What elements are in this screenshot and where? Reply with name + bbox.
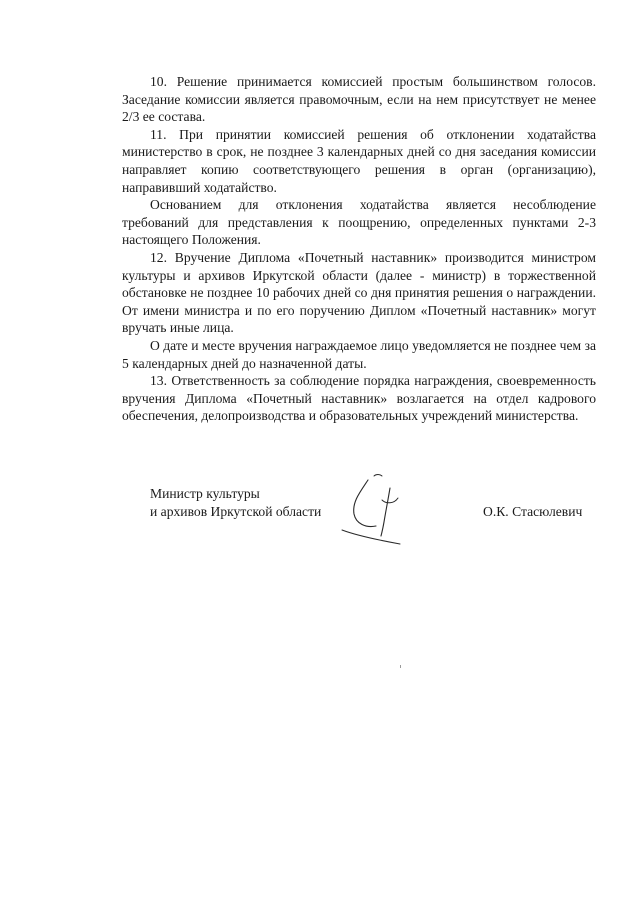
paragraph-award-date-notice: О дате и месте вручения награждаемое лицо уведомляется не позднее чем за 5 календарных дней до назначенной даты. [122,337,596,371]
signatory-position-line-2: и архивов Иркутской области [150,504,322,519]
paragraph-item-12: 12. Вручение Диплома «Почетный наставник» производится министром культуры и архивов Иркутской области (далее - министр) в торжественной обстановке не позднее 10 рабочих дней со дня принятия решения о награждении. От имени министра и по его поручению Диплом «Почетный наставник» могут вручать иные лица. [122,249,596,336]
paragraph-item-13: 13. Ответственность за соблюдение порядка награждения, своевременность вручения Диплома «Почетный наставник» возлагается на отдел кадрового обеспечения, делопроизводства и образовательных учреждений министерства. [122,373,596,424]
handwritten-signature [338,470,418,550]
paragraph-item-10: 10. Решение принимается комиссией простым большинством голосов. Заседание комиссии является правомочным, если на нем присутствует не менее 2/3 ее состава. [122,74,596,125]
document-body [122,73,596,425]
scan-speck [400,665,401,668]
signatory-position [150,485,321,521]
paragraph-rejection-grounds: Основанием для отклонения ходатайства является несоблюдение требований для представления к поощрению, определенных пунктами 2-3 настоящего Положения. [122,197,596,248]
signatory-name: О.К. Стасюлевич [483,504,583,519]
paragraph-item-11: 11. При принятии комиссией решения об отклонении ходатайства министерство в срок, не позднее 3 календарных дней со дня заседания комиссии направляет копию соответствующего решения в орган (организацию), направивший ходатайство. [122,126,596,195]
signatory-position-line-1: Министр культуры [150,486,260,501]
